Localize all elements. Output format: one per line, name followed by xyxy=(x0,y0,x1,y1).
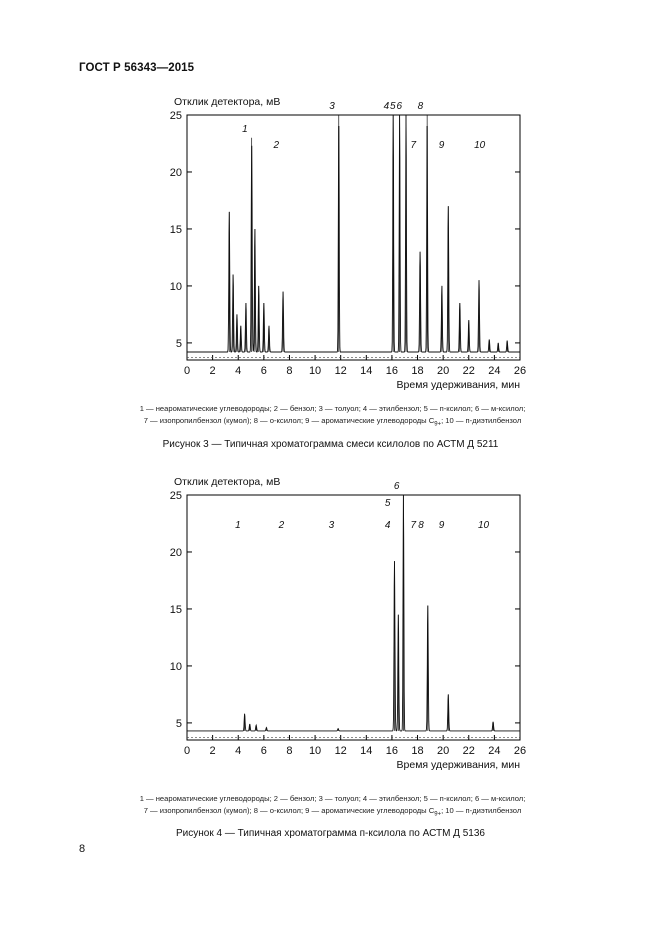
x-tick-label: 24 xyxy=(488,745,501,757)
x-tick-label: 4 xyxy=(235,365,242,377)
page-number: 8 xyxy=(79,843,86,855)
peak-label: 10 xyxy=(477,520,490,531)
y-tick-label: 15 xyxy=(169,223,182,236)
y-axis-title: Отклик детектора, мВ xyxy=(174,96,281,108)
x-tick-label: 14 xyxy=(360,365,373,377)
x-tick-label: 4 xyxy=(235,745,242,757)
peak-label: 1 xyxy=(242,123,248,135)
peak-label: 2 xyxy=(278,520,285,531)
x-tick-label: 16 xyxy=(385,745,399,757)
legend-subscript: 9+ xyxy=(434,811,442,818)
x-tick-label: 10 xyxy=(308,745,322,757)
legend-text: ; 10 — п-диэтилбензол xyxy=(441,806,522,815)
x-tick-label: 8 xyxy=(286,745,293,757)
peak-label: 5 xyxy=(390,101,396,112)
x-tick-label: 16 xyxy=(385,365,399,377)
legend-line xyxy=(60,805,605,821)
y-tick-label: 25 xyxy=(169,490,182,502)
y-tick-label: 25 xyxy=(169,110,182,122)
x-tick-label: 10 xyxy=(308,365,322,377)
y-tick-label: 15 xyxy=(169,603,182,616)
peak-label: 7 xyxy=(410,520,417,531)
document-header: ГОСТ Р 56343—2015 xyxy=(79,62,195,74)
plot-frame xyxy=(187,495,520,740)
x-tick-label: 22 xyxy=(462,365,475,377)
x-tick-label: 12 xyxy=(334,365,347,377)
x-tick-label: 18 xyxy=(411,745,424,757)
figure-4-caption: Рисунок 4 — Типичная хроматограмма п-ксилола по АСТМ Д 5136 xyxy=(176,828,485,839)
peak-label: 8 xyxy=(417,101,424,112)
figure-4-legend xyxy=(60,793,605,821)
x-tick-label: 2 xyxy=(209,745,216,757)
legend-line: 1 — неароматические углеводороды; 2 — бензол; 3 — толуол; 4 — этилбензол; 5 — п-ксилол; 6 — м-ксилол; xyxy=(139,404,526,413)
figure-3-caption: Рисунок 3 — Типичная хроматограмма смеси ксилолов по АСТМ Д 5211 xyxy=(162,439,499,450)
legend-text: 7 — изопропилбензол (кумол); 8 — о-ксилол; 9 — ароматические углеводороды C xyxy=(143,806,435,815)
peak-label: 7 xyxy=(410,140,417,151)
y-tick-label: 20 xyxy=(169,546,182,559)
y-tick-label: 10 xyxy=(169,280,182,293)
x-tick-label: 0 xyxy=(183,745,191,757)
x-tick-label: 26 xyxy=(513,745,527,757)
legend-line: 1 — неароматические углеводороды; 2 — бензол; 3 — толуол; 4 — этилбензол; 5 — п-ксилол; 6 — м-ксилол; xyxy=(139,794,526,803)
peak-label: 4 xyxy=(383,101,390,112)
legend-subscript: 9+ xyxy=(434,421,442,428)
peak-label: 2 xyxy=(273,140,280,151)
x-axis-title: Время удерживания, мин xyxy=(396,379,520,391)
y-tick-label: 5 xyxy=(175,717,182,730)
x-tick-label: 18 xyxy=(411,365,424,377)
y-tick-label: 20 xyxy=(169,166,182,179)
x-tick-label: 6 xyxy=(260,365,267,377)
peak-label: 9 xyxy=(438,140,445,151)
x-tick-label: 20 xyxy=(437,745,450,757)
y-axis-title: Отклик детектора, мВ xyxy=(174,476,281,488)
peak-label: 10 xyxy=(474,140,486,151)
x-tick-label: 14 xyxy=(360,745,373,757)
legend-text: 7 — изопропилбензол (кумол); 8 — о-ксилол; 9 — ароматические углеводороды C xyxy=(143,416,435,425)
peak-label: 6 xyxy=(396,101,403,112)
y-tick-label: 10 xyxy=(169,660,182,673)
x-tick-label: 6 xyxy=(260,745,267,757)
x-tick-label: 0 xyxy=(183,365,191,377)
legend-text: ; 10 — п-диэтилбензол xyxy=(441,416,522,425)
x-tick-label: 24 xyxy=(488,365,501,377)
x-tick-label: 8 xyxy=(286,365,293,377)
x-tick-label: 26 xyxy=(513,365,527,377)
peak-label: 9 xyxy=(438,520,445,531)
peak-label: 3 xyxy=(329,101,335,112)
x-axis-title: Время удерживания, мин xyxy=(396,759,520,771)
x-tick-label: 20 xyxy=(437,365,450,377)
x-tick-label: 2 xyxy=(209,365,216,377)
peak-label: 5 xyxy=(384,498,391,510)
peak-label: 4 xyxy=(384,520,391,531)
x-tick-label: 22 xyxy=(462,745,475,757)
peak-label: 8 xyxy=(418,520,424,531)
peak-label: 1 xyxy=(235,520,241,531)
peak-label: 3 xyxy=(328,520,335,531)
y-tick-label: 5 xyxy=(175,337,182,350)
x-tick-label: 12 xyxy=(334,745,347,757)
peak-label: 6 xyxy=(393,481,400,492)
